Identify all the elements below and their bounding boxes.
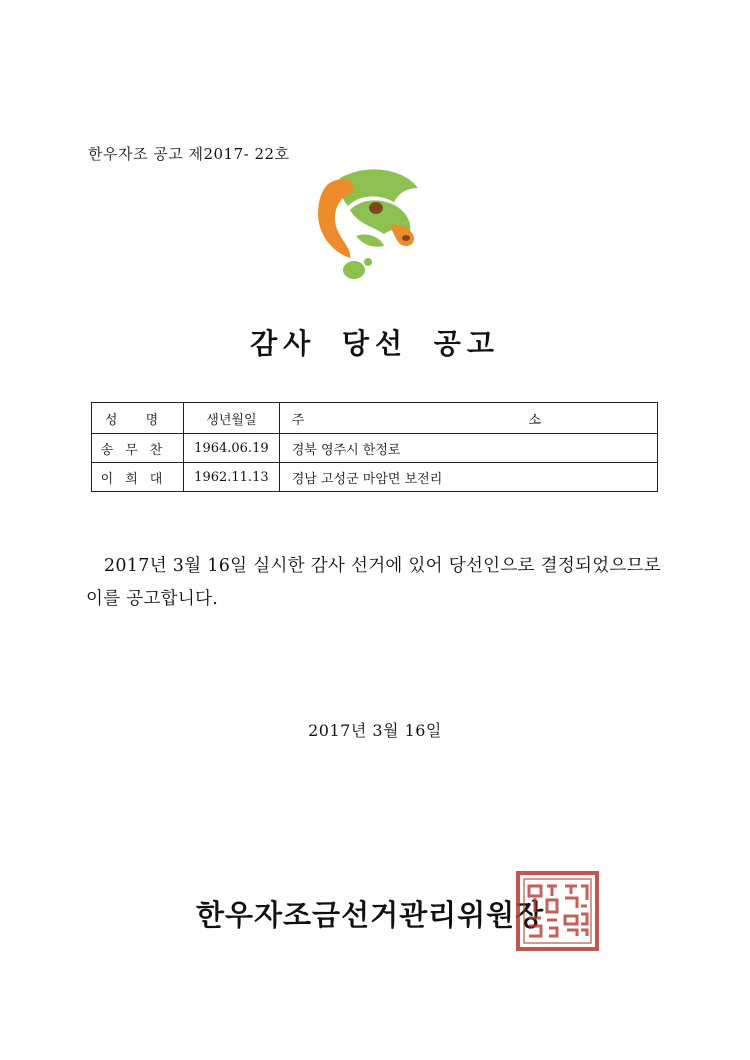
header-address: 주 소 [279,403,657,434]
winners-table [91,402,658,492]
document-title: 감사 당선 공고 [250,327,500,360]
table-row [92,463,658,492]
notice-number: 한우자조 공고 제2017- 22호 [88,145,290,163]
cell-birth: 1964.06.19 [184,434,280,463]
official-seal-icon [515,870,600,952]
issuer-name: 한우자조금선거관리위원장 [196,898,545,932]
table-row [92,434,658,463]
cell-address: 경북 영주시 한정로 [279,434,657,463]
header-name: 성 명 [92,403,184,434]
issue-date: 2017년 3월 16일 [308,721,442,740]
notice-body-text: 2017년 3월 16일 실시한 감사 선거에 있어 당선인으로 결정되었으므로 이를 공고합니다. [86,556,662,609]
table-header-row [92,403,658,434]
cell-birth: 1962.11.13 [184,463,280,492]
header-birth: 생년월일 [184,403,280,434]
cell-name: 이희대 [92,463,184,492]
cell-address: 경남 고성군 마암면 보전리 [279,463,657,492]
hanwoo-logo-icon [310,166,425,281]
cell-name: 송무찬 [92,434,184,463]
